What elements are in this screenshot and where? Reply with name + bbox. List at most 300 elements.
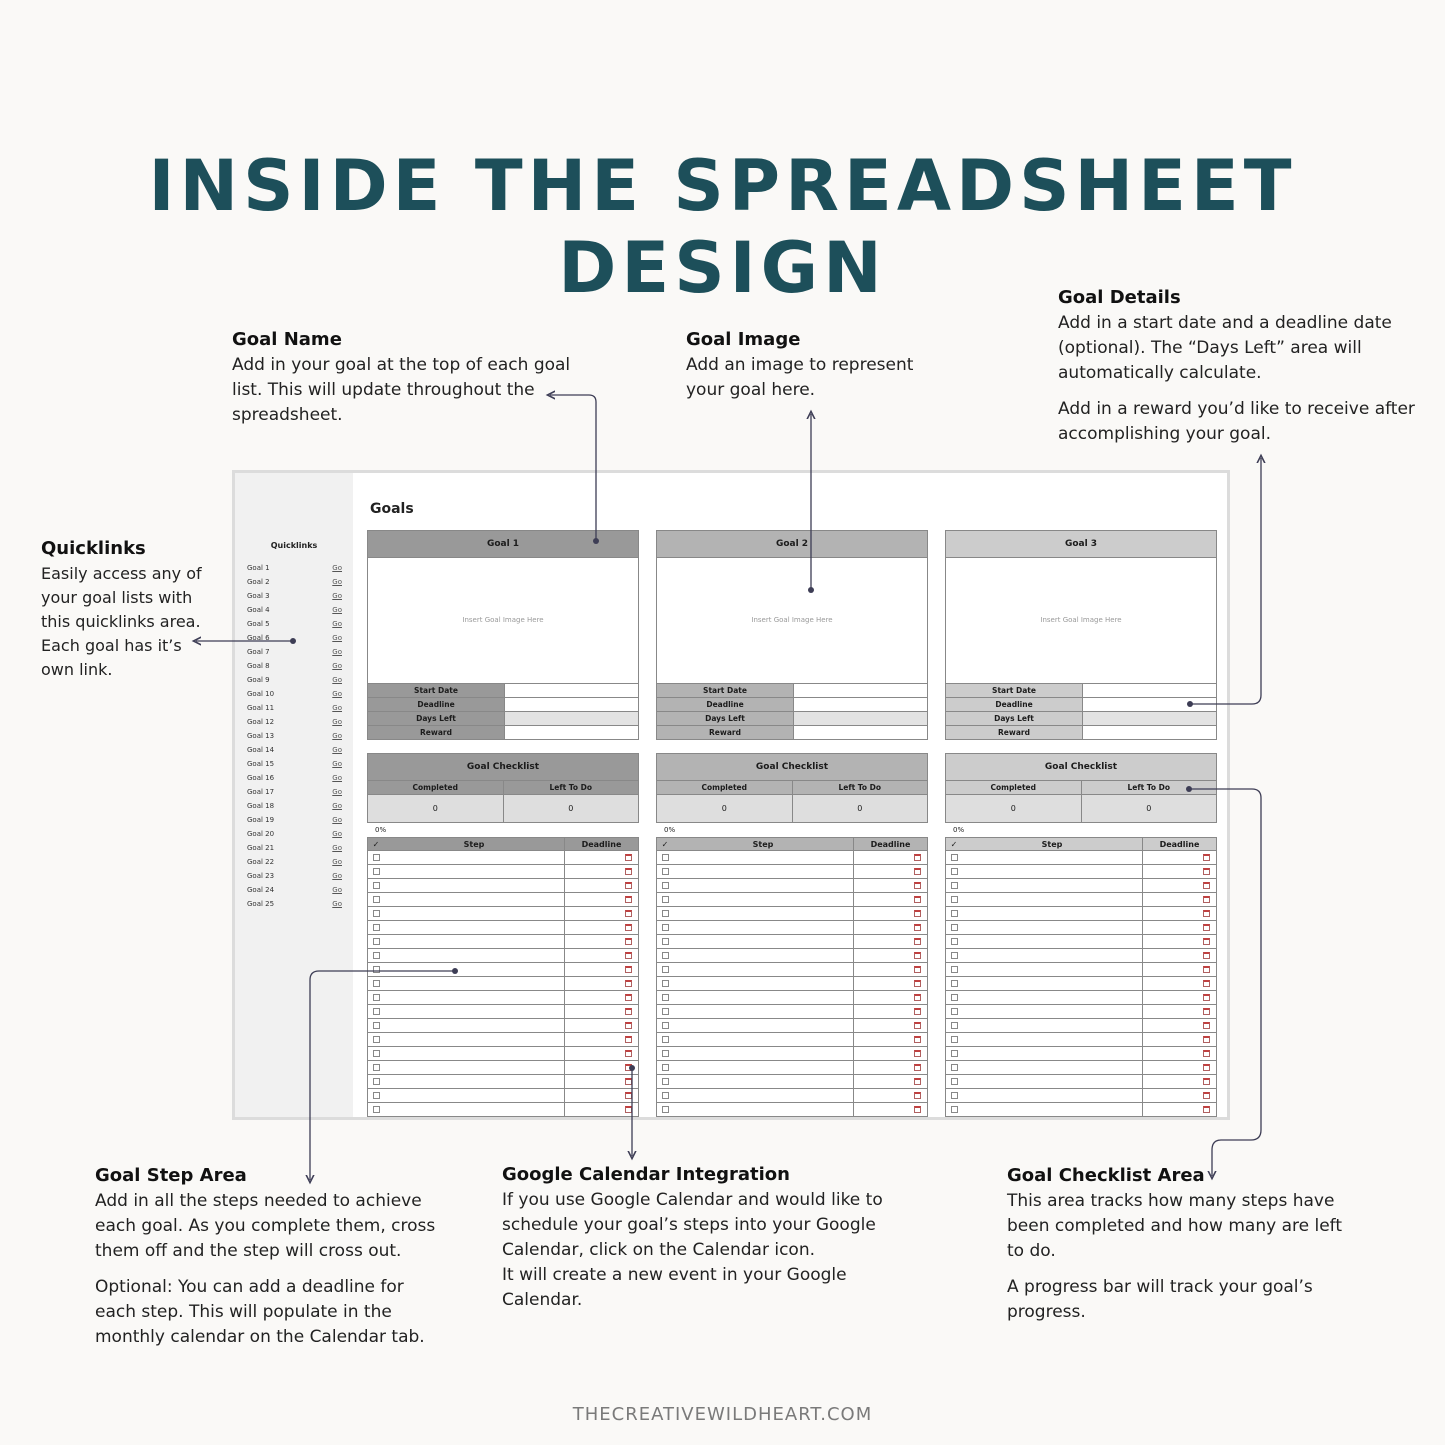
step-checkbox[interactable] xyxy=(657,1089,673,1102)
deadline-cell[interactable] xyxy=(1143,991,1216,1004)
calendar-icon[interactable] xyxy=(914,994,921,1001)
step-checkbox[interactable] xyxy=(657,865,673,878)
step-checkbox[interactable] xyxy=(368,1005,384,1018)
calendar-icon[interactable] xyxy=(1203,952,1210,959)
deadline-cell[interactable] xyxy=(565,1019,638,1032)
step-checkbox[interactable] xyxy=(368,865,384,878)
step-checkbox[interactable] xyxy=(657,977,673,990)
step-checkbox[interactable] xyxy=(657,851,673,864)
calendar-icon[interactable] xyxy=(1203,1050,1210,1057)
step-checkbox[interactable] xyxy=(368,1019,384,1032)
deadline-cell[interactable] xyxy=(854,879,927,892)
quicklink-go-link[interactable]: Go xyxy=(332,662,342,670)
quicklink-go-link[interactable]: Go xyxy=(332,774,342,782)
quicklink-row xyxy=(247,883,342,897)
quicklink-go-link[interactable]: Go xyxy=(332,606,342,614)
calendar-icon[interactable] xyxy=(625,1036,632,1043)
deadline-cell[interactable] xyxy=(565,1089,638,1102)
step-cell[interactable] xyxy=(962,851,1143,864)
step-cell[interactable] xyxy=(962,1103,1143,1116)
step-cell[interactable] xyxy=(384,865,565,878)
calendar-icon[interactable] xyxy=(625,1092,632,1099)
quicklink-label: Goal 16 xyxy=(247,774,275,782)
step-checkbox[interactable] xyxy=(368,921,384,934)
step-row xyxy=(367,1061,639,1075)
calendar-icon[interactable] xyxy=(625,1064,632,1071)
detail-label: Reward xyxy=(946,726,1083,739)
deadline-cell[interactable] xyxy=(565,907,638,920)
step-cell[interactable] xyxy=(962,963,1143,976)
deadline-cell[interactable] xyxy=(1143,1089,1216,1102)
calendar-icon[interactable] xyxy=(914,1008,921,1015)
step-cell[interactable] xyxy=(673,1019,854,1032)
step-row xyxy=(367,991,639,1005)
calendar-icon[interactable] xyxy=(1203,966,1210,973)
deadline-cell[interactable] xyxy=(565,1061,638,1074)
step-checkbox[interactable] xyxy=(946,1047,962,1060)
step-checkbox[interactable] xyxy=(368,1033,384,1046)
deadline-cell[interactable] xyxy=(565,851,638,864)
step-cell[interactable] xyxy=(384,949,565,962)
deadline-cell[interactable] xyxy=(854,949,927,962)
deadline-cell[interactable] xyxy=(565,991,638,1004)
quicklink-go-link[interactable]: Go xyxy=(332,732,342,740)
goal-name-header[interactable]: Goal 2 xyxy=(656,530,928,558)
deadline-cell[interactable] xyxy=(1143,1061,1216,1074)
calendar-icon[interactable] xyxy=(625,1008,632,1015)
step-checkbox[interactable] xyxy=(946,865,962,878)
step-cell[interactable] xyxy=(384,991,565,1004)
deadline-cell[interactable] xyxy=(1143,865,1216,878)
deadline-cell[interactable] xyxy=(854,935,927,948)
calendar-icon[interactable] xyxy=(914,952,921,959)
step-checkbox[interactable] xyxy=(946,949,962,962)
deadline-cell[interactable] xyxy=(854,1089,927,1102)
calendar-icon[interactable] xyxy=(625,994,632,1001)
calendar-icon[interactable] xyxy=(1203,938,1210,945)
quicklink-go-link[interactable]: Go xyxy=(332,788,342,796)
step-cell[interactable] xyxy=(962,879,1143,892)
goal-name-header[interactable]: Goal 3 xyxy=(945,530,1217,558)
step-cell[interactable] xyxy=(962,935,1143,948)
calendar-icon[interactable] xyxy=(1203,1078,1210,1085)
deadline-cell[interactable] xyxy=(1143,935,1216,948)
quicklink-go-link[interactable]: Go xyxy=(332,886,342,894)
goal-image-slot[interactable]: Insert Goal Image Here xyxy=(367,558,639,684)
deadline-cell[interactable] xyxy=(1143,1075,1216,1088)
step-checkbox[interactable] xyxy=(657,879,673,892)
calendar-icon[interactable] xyxy=(625,868,632,875)
step-checkbox[interactable] xyxy=(946,1005,962,1018)
step-checkbox[interactable] xyxy=(657,1103,673,1116)
quicklink-go-link[interactable]: Go xyxy=(332,802,342,810)
calendar-icon[interactable] xyxy=(625,1050,632,1057)
quicklink-go-link[interactable]: Go xyxy=(332,900,342,908)
deadline-cell[interactable] xyxy=(1143,879,1216,892)
step-cell[interactable] xyxy=(384,1019,565,1032)
checkbox-icon xyxy=(951,1078,958,1085)
quicklink-go-link[interactable]: Go xyxy=(332,634,342,642)
step-cell[interactable] xyxy=(962,865,1143,878)
calendar-icon[interactable] xyxy=(625,1106,632,1113)
step-checkbox[interactable] xyxy=(657,1019,673,1032)
quicklink-go-link[interactable]: Go xyxy=(332,830,342,838)
deadline-cell[interactable] xyxy=(565,963,638,976)
step-checkbox[interactable] xyxy=(657,1061,673,1074)
calendar-icon[interactable] xyxy=(914,1064,921,1071)
step-row xyxy=(945,1061,1217,1075)
step-checkbox[interactable] xyxy=(657,935,673,948)
step-checkbox[interactable] xyxy=(368,1103,384,1116)
step-checkbox[interactable] xyxy=(368,1061,384,1074)
step-cell[interactable] xyxy=(962,1033,1143,1046)
step-cell[interactable] xyxy=(673,1061,854,1074)
calendar-icon[interactable] xyxy=(625,882,632,889)
step-cell[interactable] xyxy=(962,1047,1143,1060)
deadline-cell[interactable] xyxy=(854,1061,927,1074)
quicklink-go-link[interactable]: Go xyxy=(332,718,342,726)
checkbox-icon xyxy=(951,854,958,861)
quicklink-go-link[interactable]: Go xyxy=(332,872,342,880)
deadline-cell[interactable] xyxy=(854,1019,927,1032)
step-cell[interactable] xyxy=(384,907,565,920)
quicklink-go-link[interactable]: Go xyxy=(332,816,342,824)
calendar-icon[interactable] xyxy=(914,924,921,931)
detail-value-cell[interactable] xyxy=(505,698,638,711)
step-cell[interactable] xyxy=(673,907,854,920)
detail-value-cell[interactable] xyxy=(794,698,927,711)
deadline-cell[interactable] xyxy=(565,1047,638,1060)
step-row xyxy=(945,977,1217,991)
calendar-icon[interactable] xyxy=(914,966,921,973)
step-cell[interactable] xyxy=(384,963,565,976)
calendar-icon[interactable] xyxy=(1203,994,1210,1001)
step-checkbox[interactable] xyxy=(657,893,673,906)
step-cell[interactable] xyxy=(962,893,1143,906)
step-checkbox[interactable] xyxy=(657,991,673,1004)
step-cell[interactable] xyxy=(673,1047,854,1060)
deadline-cell[interactable] xyxy=(1143,977,1216,990)
deadline-cell[interactable] xyxy=(854,991,927,1004)
step-checkbox[interactable] xyxy=(946,851,962,864)
quicklink-go-link[interactable]: Go xyxy=(332,760,342,768)
checklist-subheader xyxy=(945,781,1217,795)
checkbox-icon xyxy=(373,896,380,903)
quicklink-go-link[interactable]: Go xyxy=(332,676,342,684)
calendar-icon[interactable] xyxy=(625,910,632,917)
step-table-header xyxy=(656,837,928,851)
calendar-icon[interactable] xyxy=(625,1078,632,1085)
step-cell[interactable] xyxy=(673,851,854,864)
deadline-cell[interactable] xyxy=(854,921,927,934)
step-row xyxy=(367,1033,639,1047)
step-cell[interactable] xyxy=(384,977,565,990)
calendar-icon[interactable] xyxy=(1203,882,1210,889)
checkbox-icon xyxy=(662,868,669,875)
step-checkbox[interactable] xyxy=(368,949,384,962)
detail-value-cell[interactable] xyxy=(505,684,638,697)
deadline-cell[interactable] xyxy=(854,851,927,864)
step-cell[interactable] xyxy=(673,963,854,976)
deadline-cell[interactable] xyxy=(565,977,638,990)
calendar-icon[interactable] xyxy=(914,1022,921,1029)
calendar-icon[interactable] xyxy=(1203,896,1210,903)
calendar-icon[interactable] xyxy=(914,882,921,889)
step-cell[interactable] xyxy=(673,921,854,934)
deadline-cell[interactable] xyxy=(854,1103,927,1116)
step-checkbox[interactable] xyxy=(368,1075,384,1088)
step-checkbox[interactable] xyxy=(657,921,673,934)
quicklink-label: Goal 12 xyxy=(247,718,275,726)
step-checkbox[interactable] xyxy=(368,1047,384,1060)
step-checkbox[interactable] xyxy=(657,1033,673,1046)
step-cell[interactable] xyxy=(673,879,854,892)
step-cell[interactable] xyxy=(384,1061,565,1074)
deadline-cell[interactable] xyxy=(1143,963,1216,976)
deadline-cell[interactable] xyxy=(565,1075,638,1088)
detail-value-cell[interactable] xyxy=(505,726,638,739)
deadline-cell[interactable] xyxy=(565,865,638,878)
detail-value-cell[interactable] xyxy=(1083,684,1216,697)
step-cell[interactable] xyxy=(673,865,854,878)
checkbox-icon xyxy=(662,854,669,861)
step-checkbox[interactable] xyxy=(946,893,962,906)
step-checkbox[interactable] xyxy=(657,1075,673,1088)
step-cell[interactable] xyxy=(673,1005,854,1018)
calendar-icon[interactable] xyxy=(914,910,921,917)
checklist-subheader xyxy=(656,781,928,795)
deadline-cell[interactable] xyxy=(1143,921,1216,934)
step-checkbox[interactable] xyxy=(946,1089,962,1102)
step-cell[interactable] xyxy=(673,1075,854,1088)
step-checkbox[interactable] xyxy=(946,921,962,934)
step-cell[interactable] xyxy=(962,921,1143,934)
calendar-icon[interactable] xyxy=(914,938,921,945)
step-cell[interactable] xyxy=(384,1075,565,1088)
step-cell[interactable] xyxy=(673,1103,854,1116)
detail-value-cell[interactable] xyxy=(1083,698,1216,711)
step-cell[interactable] xyxy=(384,1089,565,1102)
quicklink-go-link[interactable]: Go xyxy=(332,858,342,866)
step-cell[interactable] xyxy=(384,935,565,948)
step-checkbox[interactable] xyxy=(368,893,384,906)
calendar-icon[interactable] xyxy=(1203,1022,1210,1029)
step-checkbox[interactable] xyxy=(946,1103,962,1116)
step-checkbox[interactable] xyxy=(946,991,962,1004)
step-cell[interactable] xyxy=(962,1075,1143,1088)
goal-image-slot[interactable]: Insert Goal Image Here xyxy=(656,558,928,684)
deadline-cell[interactable] xyxy=(1143,1103,1216,1116)
checkbox-icon xyxy=(373,910,380,917)
quicklink-go-link[interactable]: Go xyxy=(332,844,342,852)
deadline-cell[interactable] xyxy=(854,963,927,976)
deadline-cell[interactable] xyxy=(1143,1019,1216,1032)
quicklink-go-link[interactable]: Go xyxy=(332,746,342,754)
step-cell[interactable] xyxy=(962,1019,1143,1032)
calendar-icon[interactable] xyxy=(625,952,632,959)
deadline-cell[interactable] xyxy=(565,1033,638,1046)
step-cell[interactable] xyxy=(962,907,1143,920)
step-checkbox[interactable] xyxy=(368,977,384,990)
step-cell[interactable] xyxy=(673,991,854,1004)
deadline-cell[interactable] xyxy=(1143,851,1216,864)
step-cell[interactable] xyxy=(962,991,1143,1004)
calendar-icon[interactable] xyxy=(1203,924,1210,931)
deadline-cell[interactable] xyxy=(1143,1033,1216,1046)
step-checkbox[interactable] xyxy=(657,949,673,962)
deadline-cell[interactable] xyxy=(1143,1005,1216,1018)
detail-value-cell[interactable] xyxy=(794,726,927,739)
calendar-icon[interactable] xyxy=(625,966,632,973)
calendar-icon[interactable] xyxy=(914,854,921,861)
quicklink-go-link[interactable]: Go xyxy=(332,648,342,656)
checkbox-icon xyxy=(662,1008,669,1015)
quicklink-row xyxy=(247,869,342,883)
deadline-cell[interactable] xyxy=(1143,949,1216,962)
step-checkbox[interactable] xyxy=(368,879,384,892)
step-checkbox[interactable] xyxy=(368,851,384,864)
deadline-cell[interactable] xyxy=(565,879,638,892)
calendar-icon[interactable] xyxy=(914,868,921,875)
calendar-icon[interactable] xyxy=(1203,1036,1210,1043)
calendar-icon[interactable] xyxy=(1203,1092,1210,1099)
step-cell[interactable] xyxy=(962,1089,1143,1102)
step-checkbox[interactable] xyxy=(946,963,962,976)
step-cell[interactable] xyxy=(384,893,565,906)
deadline-cell[interactable] xyxy=(565,1103,638,1116)
step-cell[interactable] xyxy=(384,1047,565,1060)
calendar-icon[interactable] xyxy=(625,938,632,945)
step-cell[interactable] xyxy=(673,893,854,906)
deadline-cell[interactable] xyxy=(1143,907,1216,920)
step-checkbox[interactable] xyxy=(946,1019,962,1032)
checkbox-icon xyxy=(373,1008,380,1015)
step-cell[interactable] xyxy=(384,1103,565,1116)
calendar-icon[interactable] xyxy=(914,1050,921,1057)
calendar-icon[interactable] xyxy=(1203,910,1210,917)
step-checkbox[interactable] xyxy=(657,963,673,976)
calendar-icon[interactable] xyxy=(1203,1106,1210,1113)
step-cell[interactable] xyxy=(384,1005,565,1018)
step-checkbox[interactable] xyxy=(946,1075,962,1088)
deadline-cell[interactable] xyxy=(854,1033,927,1046)
deadline-cell[interactable] xyxy=(854,1075,927,1088)
deadline-cell[interactable] xyxy=(1143,893,1216,906)
calendar-icon[interactable] xyxy=(625,1022,632,1029)
deadline-cell[interactable] xyxy=(565,1005,638,1018)
quicklink-go-link[interactable]: Go xyxy=(332,704,342,712)
callout-google-calendar xyxy=(502,1162,927,1324)
step-checkbox[interactable] xyxy=(946,1061,962,1074)
step-checkbox[interactable] xyxy=(946,879,962,892)
step-cell[interactable] xyxy=(962,1005,1143,1018)
calendar-icon[interactable] xyxy=(914,1078,921,1085)
deadline-cell[interactable] xyxy=(854,1047,927,1060)
quicklink-row xyxy=(247,617,342,631)
calendar-icon[interactable] xyxy=(914,896,921,903)
calendar-icon[interactable] xyxy=(1203,868,1210,875)
step-row xyxy=(367,963,639,977)
deadline-cell[interactable] xyxy=(565,893,638,906)
deadline-cell[interactable] xyxy=(854,907,927,920)
quicklink-row xyxy=(247,897,342,911)
step-row xyxy=(945,865,1217,879)
step-checkbox[interactable] xyxy=(368,1089,384,1102)
step-cell[interactable] xyxy=(384,1033,565,1046)
calendar-icon[interactable] xyxy=(914,980,921,987)
goal-image-slot[interactable]: Insert Goal Image Here xyxy=(945,558,1217,684)
step-cell[interactable] xyxy=(962,1061,1143,1074)
calendar-icon[interactable] xyxy=(625,854,632,861)
calendar-icon[interactable] xyxy=(1203,1008,1210,1015)
step-cell[interactable] xyxy=(673,977,854,990)
step-checkbox[interactable] xyxy=(946,907,962,920)
step-checkbox[interactable] xyxy=(657,1005,673,1018)
step-checkbox[interactable] xyxy=(946,977,962,990)
callout-body: Add in a start date and a deadline date (optional). The “Days Left” area will automatically calculate. xyxy=(1058,313,1392,383)
deadline-cell[interactable] xyxy=(565,949,638,962)
step-checkbox[interactable] xyxy=(368,991,384,1004)
checkbox-icon xyxy=(662,1050,669,1057)
step-cell[interactable] xyxy=(384,851,565,864)
deadline-cell[interactable] xyxy=(565,935,638,948)
step-checkbox[interactable] xyxy=(946,935,962,948)
detail-value-cell[interactable] xyxy=(794,684,927,697)
goal-name-header[interactable]: Goal 1 xyxy=(367,530,639,558)
step-row xyxy=(945,907,1217,921)
step-row xyxy=(945,1075,1217,1089)
step-checkbox[interactable] xyxy=(368,907,384,920)
step-cell[interactable] xyxy=(962,949,1143,962)
step-checkbox[interactable] xyxy=(657,907,673,920)
calendar-icon[interactable] xyxy=(625,924,632,931)
quicklink-go-link[interactable]: Go xyxy=(332,564,342,572)
step-cell[interactable] xyxy=(673,935,854,948)
step-checkbox[interactable] xyxy=(946,1033,962,1046)
footer-url[interactable]: THECREATIVEWILDHEART.COM xyxy=(572,1404,873,1425)
calendar-icon[interactable] xyxy=(1203,854,1210,861)
checkbox-icon xyxy=(951,1092,958,1099)
deadline-cell[interactable] xyxy=(854,865,927,878)
step-checkbox[interactable] xyxy=(368,963,384,976)
deadline-cell[interactable] xyxy=(565,921,638,934)
detail-value-cell[interactable] xyxy=(1083,726,1216,739)
deadline-cell[interactable] xyxy=(1143,1047,1216,1060)
step-cell[interactable] xyxy=(673,949,854,962)
step-cell[interactable] xyxy=(384,879,565,892)
step-checkbox[interactable] xyxy=(657,1047,673,1060)
calendar-icon[interactable] xyxy=(625,896,632,903)
step-cell[interactable] xyxy=(673,1033,854,1046)
calendar-icon[interactable] xyxy=(914,1092,921,1099)
step-cell[interactable] xyxy=(673,1089,854,1102)
deadline-cell[interactable] xyxy=(854,977,927,990)
deadline-cell[interactable] xyxy=(854,1005,927,1018)
deadline-cell[interactable] xyxy=(854,893,927,906)
quicklink-go-link[interactable]: Go xyxy=(332,620,342,628)
calendar-icon[interactable] xyxy=(914,1036,921,1043)
quicklink-go-link[interactable]: Go xyxy=(332,592,342,600)
quicklink-go-link[interactable]: Go xyxy=(332,578,342,586)
quicklink-go-link[interactable]: Go xyxy=(332,690,342,698)
step-checkbox[interactable] xyxy=(368,935,384,948)
calendar-icon[interactable] xyxy=(1203,980,1210,987)
step-cell[interactable] xyxy=(384,921,565,934)
calendar-icon[interactable] xyxy=(914,1106,921,1113)
calendar-icon[interactable] xyxy=(625,980,632,987)
step-cell[interactable] xyxy=(962,977,1143,990)
calendar-icon[interactable] xyxy=(1203,1064,1210,1071)
